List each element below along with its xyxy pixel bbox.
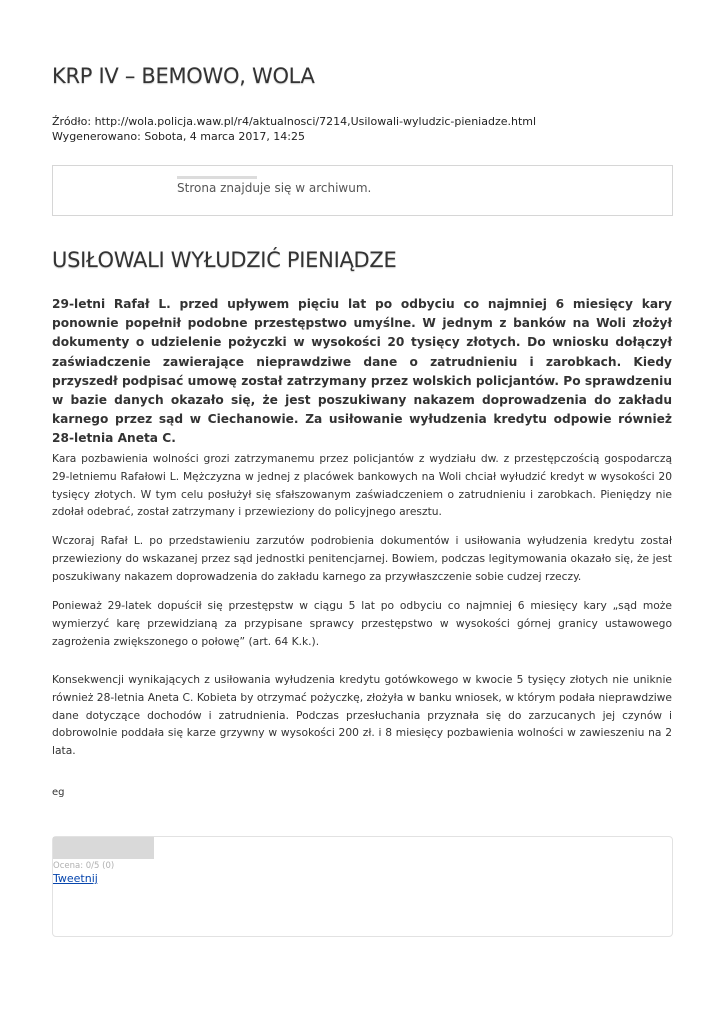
site-title: KRP IV – BEMOWO, WOLA (52, 64, 315, 88)
source-url: Źródło: http://wola.policja.waw.pl/r4/aktualnosci/7214,Usilowali-wyludzic-pieniadze.html (52, 115, 537, 128)
article-paragraph: Ponieważ 29-latek dopuścił się przestępstw w ciągu 5 lat po odbyciu co najmniej 6 miesięcy kary „sąd może wymierzyć karę przewidzianą za przypisane sprawcy przestępstwo w wysokości górnej granicy ustawowego zagrożenia zwiększonego o połowę” (art. 64 K.k.). (52, 599, 672, 648)
share-rating-box (52, 836, 673, 937)
generated-date: Wygenerowano: Sobota, 4 marca 2017, 14:25 (52, 130, 306, 143)
archive-notice-box (52, 165, 673, 216)
archive-notice-text: Strona znajduje się w archiwum. (177, 181, 372, 195)
page-meta (52, 114, 536, 144)
article-paragraph: Konsekwencji wynikających z usiłowania wyłudzenia kredytu gotówkowego w kwocie 5 tysięcy złotych nie uniknie również 28-letnia Aneta C. Kobieta by otrzymać pożyczkę, złożyła w banku wniosek, w którym podała nieprawdziwe dane dotyczące dochodów i zatrudnienia. Podczas przesłuchania przyznała się do zarzucanych jej czynów i dobrowolnie poddała się karze grzywny w wysokości 200 zł. i 8 miesięcy pozbawienia wolności w zawieszeniu na 2 lata. (52, 673, 672, 758)
article-author: eg (52, 787, 65, 798)
article-paragraph: Wczoraj Rafał L. po przedstawieniu zarzutów podrobienia dokumentów i usiłowania wyłudzenia kredytu został przewieziony do wskazanej przez sąd jednostki penitencjarnej. Bowiem, podczas legitymowania okazało się, że jest poszukiwany nakazem doprowadzenia do zakładu karnego za przywłaszczenie sobie cudzej rzeczy. (52, 534, 672, 583)
article-paragraph: Kara pozbawienia wolności grozi zatrzymanemu przez policjantów z wydziału dw. z przestępczością gospodarczą 29-letniemu Rafałowi L. Mężczyzna w jednej z placówek bankowych na Woli chciał wyłudzić kredyt w wysokości 20 tysięcy złotych. W tym celu posłużył się sfałszowanym zaświadczeniem o zatrudnieniu i zarobkach. Pieniędzy nie zdołał odebrać, został zatrzymany i przewieziony do policyjnego aresztu. (52, 452, 672, 519)
article-title: USIŁOWALI WYŁUDZIĆ PIENIĄDZE (52, 248, 397, 272)
article-lead: 29-letni Rafał L. przed upływem pięciu lat po odbyciu co najmniej 6 miesięcy kary ponownie popełnił podobne przestępstwo umyślne. W jednym z banków na Woli złożył dokumenty o udzielenie pożyczki w wysokości 20 tysięcy złotych. Do wniosku dołączył zaświadczenie zawierające nieprawdziwe dane o zatrudnieniu i zarobkach. Kiedy przyszedł podpisać umowę został zatrzymany przez wolskich policjantów. Po sprawdzeniu w bazie danych okazało się, że jest poszukiwany nakazem doprowadzenia do zakładu karnego przez sąd w Ciechanowie. Za usiłowanie wyłudzenia kredytu odpowie również 28-letnia Aneta C. (52, 297, 672, 446)
rating-stars-widget[interactable] (53, 837, 154, 859)
tweet-link[interactable]: Tweetnij (53, 872, 98, 885)
archive-divider (177, 176, 257, 179)
rating-text: Ocena: 0/5 (0) (53, 861, 115, 871)
